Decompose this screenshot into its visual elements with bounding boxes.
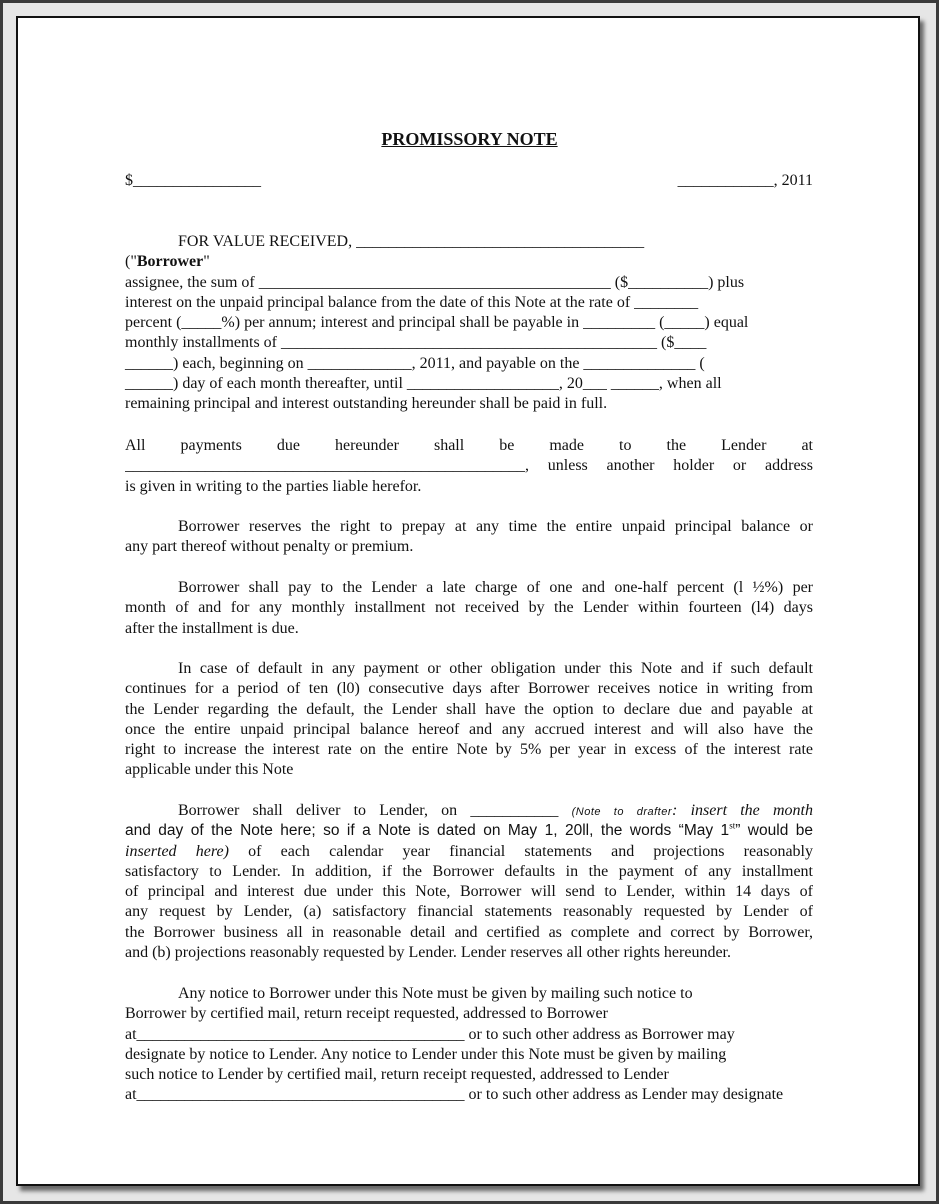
text-line: any part thereof without penalty or premium. [125, 538, 414, 556]
paragraph-late-charge [125, 578, 813, 639]
text-line: after the installment is due. [125, 619, 299, 637]
text-line: and (b) projections reasonably requested by Lender. Lender reserves all other rights hereunder. [125, 944, 731, 962]
text-line: applicable under this Note [125, 761, 294, 779]
text-line: is given in writing to the parties liable herefor. [125, 477, 422, 495]
text-line: Borrower shall pay to the Lender a late charge of one and one-half percent (l ½%) per [178, 579, 813, 596]
text-segment: " [203, 253, 210, 271]
text-line: FOR VALUE RECEIVED, ____________________________________ [178, 233, 645, 250]
text-segment: st [729, 821, 736, 831]
text-line [125, 842, 813, 862]
paragraph-notice [125, 984, 813, 1106]
text-line: Borrower reserves the right to prepay at any time the entire unpaid principal balance or [178, 518, 813, 535]
text-line: such notice to Lender by certified mail, return receipt requested, addressed to Lender [125, 1066, 669, 1084]
text-segment: and day of the Note here; so if a Note is dated on May 1, 20ll, the words “May 1 [125, 822, 730, 840]
text-line: once the entire unpaid principal balance hereof and any accrued interest and will also have the [125, 720, 813, 738]
text-line: ______) day of each month thereafter, until ___________________, 20___ ______, when all [125, 375, 722, 393]
paragraph-financial-statements [125, 801, 813, 963]
text-segment: inserted here) [125, 842, 229, 860]
text-segment: ” would be [735, 822, 813, 840]
text-line: satisfactory to Lender. In addition, if the Borrower defaults in the payment of any installment [125, 862, 813, 880]
text-line: remaining principal and interest outstanding hereunder shall be paid in full. [125, 395, 608, 413]
paragraph-default [125, 659, 813, 781]
text-line: the Lender regarding the default, the Lender shall have the option to declare due and payable at [125, 700, 813, 718]
text-line [125, 252, 813, 272]
text-line: right to increase the interest rate on the entire Note by 5% per year in excess of the interest rate [125, 741, 813, 759]
text-segment: of each calendar year financial statements and projections reasonably [228, 842, 813, 860]
text-segment: : insert the month [672, 802, 813, 819]
text-segment: (" [125, 253, 137, 271]
text-line: any request by Lender, (a) satisfactory financial statements reasonably requested by Lender of [125, 903, 813, 921]
text-line: the Borrower business all in reasonable detail and certified as complete and correct by Borrower, [125, 923, 813, 941]
text-line: continues for a period of ten (l0) consecutive days after Borrower receives notice in writing from [125, 680, 813, 698]
text-line [125, 821, 813, 841]
paragraph-payments [125, 436, 813, 497]
text-line: Any notice to Borrower under this Note must be given by mailing such notice to [178, 985, 693, 1002]
text-segment: (Note to drafter [571, 806, 673, 818]
amount-blank: $________________ [125, 172, 261, 189]
text-line: percent (_____%) per annum; interest and principal shall be payable in _________ (_____) equal [125, 314, 749, 332]
text-line: of principal and interest due under this Note, Borrower will send to Lender, within 14 days of [125, 883, 813, 901]
text-line [125, 801, 813, 821]
text-line: In case of default in any payment or other obligation under this Note and if such default [178, 660, 813, 677]
text-segment: Borrower [136, 253, 204, 271]
paragraph-value-received [125, 232, 813, 415]
document-title: PROMISSORY NOTE [381, 129, 558, 149]
text-line: Borrower by certified mail, return receipt requested, addressed to Borrower [125, 1005, 608, 1023]
text-line: monthly installments of _______________________________________________ ($____ [125, 334, 707, 352]
text-segment: Borrower shall deliver to Lender, on ___________ [178, 802, 572, 819]
text-line: assignee, the sum of ____________________________________________ ($__________) plus [125, 273, 745, 291]
text-line: at_________________________________________ or to such other address as Borrower may [125, 1025, 735, 1043]
paragraph-prepay [125, 517, 813, 558]
text-line: __________________________________________________, unless another holder or address [125, 457, 813, 475]
text-line: All payments due hereunder shall be made to the Lender at [125, 437, 813, 454]
text-line: ______) each, beginning on _____________, 2011, and payable on the ______________ ( [125, 354, 705, 372]
text-line: interest on the unpaid principal balance from the date of this Note at the rate of ________ [125, 293, 699, 311]
text-line: month of and for any monthly installment not received by the Lender within fourteen (l4) days [125, 599, 813, 617]
text-line: designate by notice to Lender. Any notice to Lender under this Note must be given by mailing [125, 1045, 727, 1063]
date-blank: ____________, 2011 [677, 172, 813, 189]
text-line: at_________________________________________ or to such other address as Lender may designate [125, 1086, 784, 1104]
